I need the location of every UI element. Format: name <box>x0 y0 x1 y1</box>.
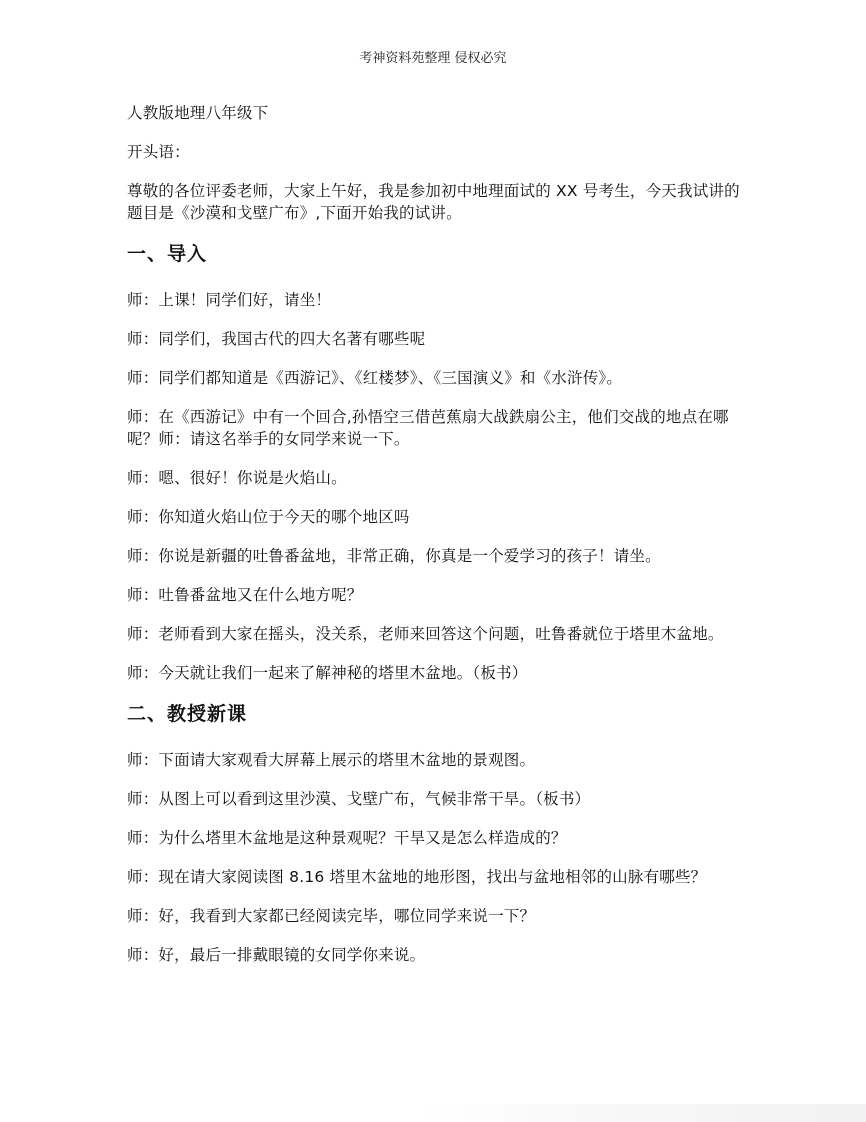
section-heading-intro: 一、导入 <box>127 243 208 265</box>
page-header: 考神资料苑整理 侵权必究 <box>359 51 507 66</box>
paragraph: 师：好，我看到大家都已经阅读完毕，哪位同学来说一下？ <box>127 907 536 925</box>
document-body <box>127 102 747 983</box>
paragraph: 师：你说是新疆的吐鲁番盆地，非常正确，你真是一个爱学习的孩子！请坐。 <box>127 547 661 565</box>
scan-artifact <box>420 1104 866 1122</box>
paragraph: 师：同学们，我国古代的四大名著有哪些呢 <box>127 330 426 348</box>
paragraph: 师：在《西游记》中有一个回合,孙悟空三借芭蕉扇大战鉄扇公主，他们交战的地点在哪呢？师：请这名举手的女同学来说一下。 <box>127 408 729 448</box>
paragraph: 师：今天就让我们一起来了解神秘的塔里木盆地。（板书） <box>127 664 528 682</box>
section-heading-new-lesson: 二、教授新课 <box>127 703 248 725</box>
paragraph: 师：嗯、很好！你说是火焰山。 <box>127 469 347 487</box>
paragraph: 师：从图上可以看到这里沙漠、戈壁广布，气候非常干旱。（板书） <box>127 790 591 808</box>
paragraph: 师：同学们都知道是《西游记》、《红楼梦》、《三国演义》和《水浒传》。 <box>127 369 623 387</box>
paragraph: 师：下面请大家观看大屏幕上展示的塔里木盆地的景观图。 <box>127 751 536 769</box>
opening-label: 开头语： <box>127 143 190 161</box>
paragraph: 师：老师看到大家在摇头，没关系，老师来回答这个问题，吐鲁番就位于塔里木盆地。 <box>127 625 724 643</box>
paragraph: 师：吐鲁番盆地又在什么地方呢？ <box>127 586 363 604</box>
document-subtitle: 人教版地理八年级下 <box>127 104 269 122</box>
opening-paragraph: 尊敬的各位评委老师，大家上午好，我是参加初中地理面试的 XX 号考生，今天我试讲的题目是《沙漠和戈壁广布》,下面开始我的试讲。 <box>127 182 740 222</box>
paragraph: 师：上课！同学们好，请坐！ <box>127 291 332 309</box>
paragraph: 师：为什么塔里木盆地是这种景观呢？干旱又是怎么样造成的？ <box>127 829 567 847</box>
paragraph: 师：现在请大家阅读图 8.16 塔里木盆地的地形图，找出与盆地相邻的山脉有哪些？ <box>127 868 707 886</box>
paragraph: 师：你知道火焰山位于今天的哪个地区吗 <box>127 508 410 526</box>
paragraph: 师：好，最后一排戴眼镜的女同学你来说。 <box>127 946 426 964</box>
